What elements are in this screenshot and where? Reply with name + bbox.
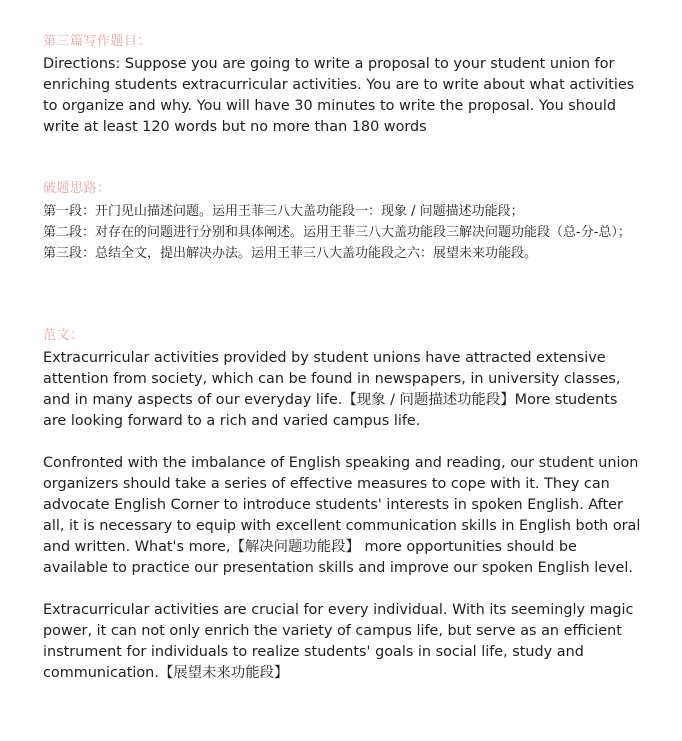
analysis-section: [43, 180, 631, 264]
analysis-paragraph-3: 第三段：总结全文，提出解决办法。运用王菲三八大盖功能段之六：展望未来功能段。: [43, 246, 538, 261]
prompt-heading: 第三篇写作题目：: [43, 34, 152, 49]
essay-paragraph-1: Extracurricular activities provided by student unions have attracted extensive attention from society, which can be found in newspapers, in university classes, and in many aspects of our everyday life.【现象 / 问题描述功能段】More students are looking forward to a rich and varied campus life.: [43, 350, 621, 429]
essay-paragraph-3: Extracurricular activities are crucial for every individual. With its seemingly magic power, it can not only enrich the variety of campus life, but serve as an efficient instrument for individuals to realize students' goals in social life, study and communication.【展望未来功能段】: [43, 602, 634, 681]
analysis-paragraph-1: 第一段：开门见山描述问题。运用王菲三八大盖功能段一：现象 / 问题描述功能段；: [43, 204, 524, 219]
essay-section: [43, 327, 643, 684]
prompt-section: [43, 33, 643, 138]
essay-paragraph-2: Confronted with the imbalance of English speaking and reading, our student union organizers should take a series of effective measures to cope with it. They can advocate English Corner to introduce students' interests in spoken English. After all, it is necessary to equip with excellent communication skills in English both oral and written. What's more,【解决问题功能段】 more opportunities should be available to practice our presentation skills and improve our spoken English level.: [43, 455, 641, 576]
analysis-paragraph-2: 第二段：对存在的问题进行分别和具体阐述。运用王菲三八大盖功能段三解决问题功能段（总-分-总）；: [43, 225, 631, 240]
paragraph-gap: [43, 432, 643, 453]
paragraph-gap: [43, 579, 643, 600]
analysis-heading: 破题思路：: [43, 181, 111, 196]
directions-text: Directions: Suppose you are going to write a proposal to your student union for enriching students extracurricular activities. You are to write about what activities to organize and why. You will have 30 minutes to write the proposal. You should write at least 120 words but no more than 180 words: [43, 56, 635, 135]
essay-heading: 范文：: [43, 328, 84, 343]
